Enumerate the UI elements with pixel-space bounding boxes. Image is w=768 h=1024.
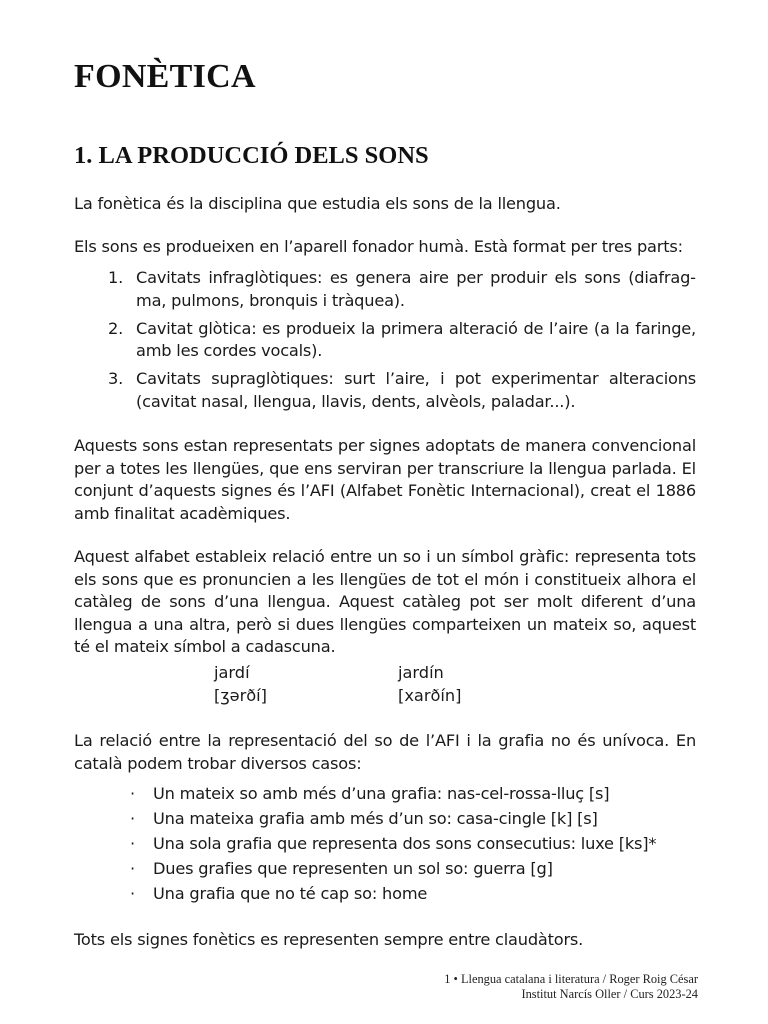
example-word: jardín	[398, 663, 444, 682]
example-word: jardí	[214, 663, 250, 682]
bullet: ·	[130, 884, 135, 903]
alphabet-paragraph: Aquest alfabet estableix relació entre un so i un símbol gràfic: representa tots els sons que es pronuncien a les llengües de tot el món i constitueix alhora el catàleg de sons d’una llengua. Aquest catàleg pot ser molt diferent d’una llengua a una altra, però si dues llengües comparteixen un mateix so, aquest té el mateix símbol a cadascuna.	[74, 547, 696, 656]
list-item	[74, 267, 696, 312]
section-heading: 1. LA PRODUCCIÓ DELS SONS	[74, 142, 429, 169]
list-item	[74, 368, 696, 413]
list-number: 1.	[108, 268, 124, 287]
list-item	[74, 318, 696, 363]
example-spanish	[398, 661, 598, 707]
list-item-text: Un mateix so amb més d’una grafia: nas-cel-rossa-lluç [s]	[153, 784, 610, 803]
intro-paragraph: La fonètica és la disciplina que estudia els sons de la llengua.	[74, 194, 561, 213]
afi-paragraph: Aquests sons estan representats per signes adoptats de manera convencional per a totes les llengües, que ens serviran per transcriure la llengua parlada. El conjunt d’aquests signes és l’AFI (Alfabet Fonètic Internacional), creat el 1886 amb finalitat acadèmiques.	[74, 436, 696, 523]
example-transcription: [xarðín]	[398, 686, 462, 705]
list-item-text: Cavitats infraglòtiques: es genera aire per produir els sons (diafragma, pulmons, bronquis i tràquea).	[136, 268, 696, 310]
list-item	[130, 833, 696, 858]
bullet: ·	[130, 784, 135, 803]
list-item-text: Una mateixa grafia amb més d’un so: casa-cingle [k] [s]	[153, 809, 598, 828]
list-item	[130, 883, 696, 908]
relation-paragraph: La relació entre la representació del so de l’AFI i la grafia no és unívoca. En català podem trobar diversos casos:	[74, 731, 696, 773]
footer-line-course: 1 • Llengua catalana i literatura / Roger Roig César	[444, 972, 698, 986]
bullet: ·	[130, 809, 135, 828]
page-footer	[444, 972, 698, 1002]
list-item-text: Una sola grafia que representa dos sons consecutius: luxe [ks]*	[153, 834, 657, 853]
footer-line-school: Institut Narcís Oller / Curs 2023-24	[521, 987, 698, 1001]
list-number: 3.	[108, 369, 124, 388]
closing-paragraph: Tots els signes fonètics es representen sempre entre claudàtors.	[74, 930, 584, 949]
page-title: FONÈTICA	[74, 58, 256, 95]
cases-list	[130, 783, 696, 908]
list-item	[130, 858, 696, 883]
list-item-text: Cavitats supraglòtiques: surt l’aire, i pot experimentar alteracions (cavitat nasal, llengua, llavis, dents, alvèols, paladar...).	[136, 369, 696, 411]
bullet: ·	[130, 859, 135, 878]
example-catalan	[214, 661, 414, 707]
list-item-text: Cavitat glòtica: es produeix la primera alteració de l’aire (a la faringe, amb les cordes vocals).	[136, 318, 696, 360]
example-transcription: [ʒərðí]	[214, 686, 267, 705]
list-item-text: Una grafia que no té cap so: home	[153, 884, 428, 903]
list-item	[130, 783, 696, 808]
list-item-text: Dues grafies que representen un sol so: guerra [g]	[153, 859, 553, 878]
vocal-parts-list	[74, 267, 696, 419]
bullet: ·	[130, 834, 135, 853]
list-item	[130, 808, 696, 833]
list-number: 2.	[108, 318, 124, 338]
parts-intro-paragraph: Els sons es produeixen en l’aparell fonador humà. Està format per tres parts:	[74, 237, 683, 256]
